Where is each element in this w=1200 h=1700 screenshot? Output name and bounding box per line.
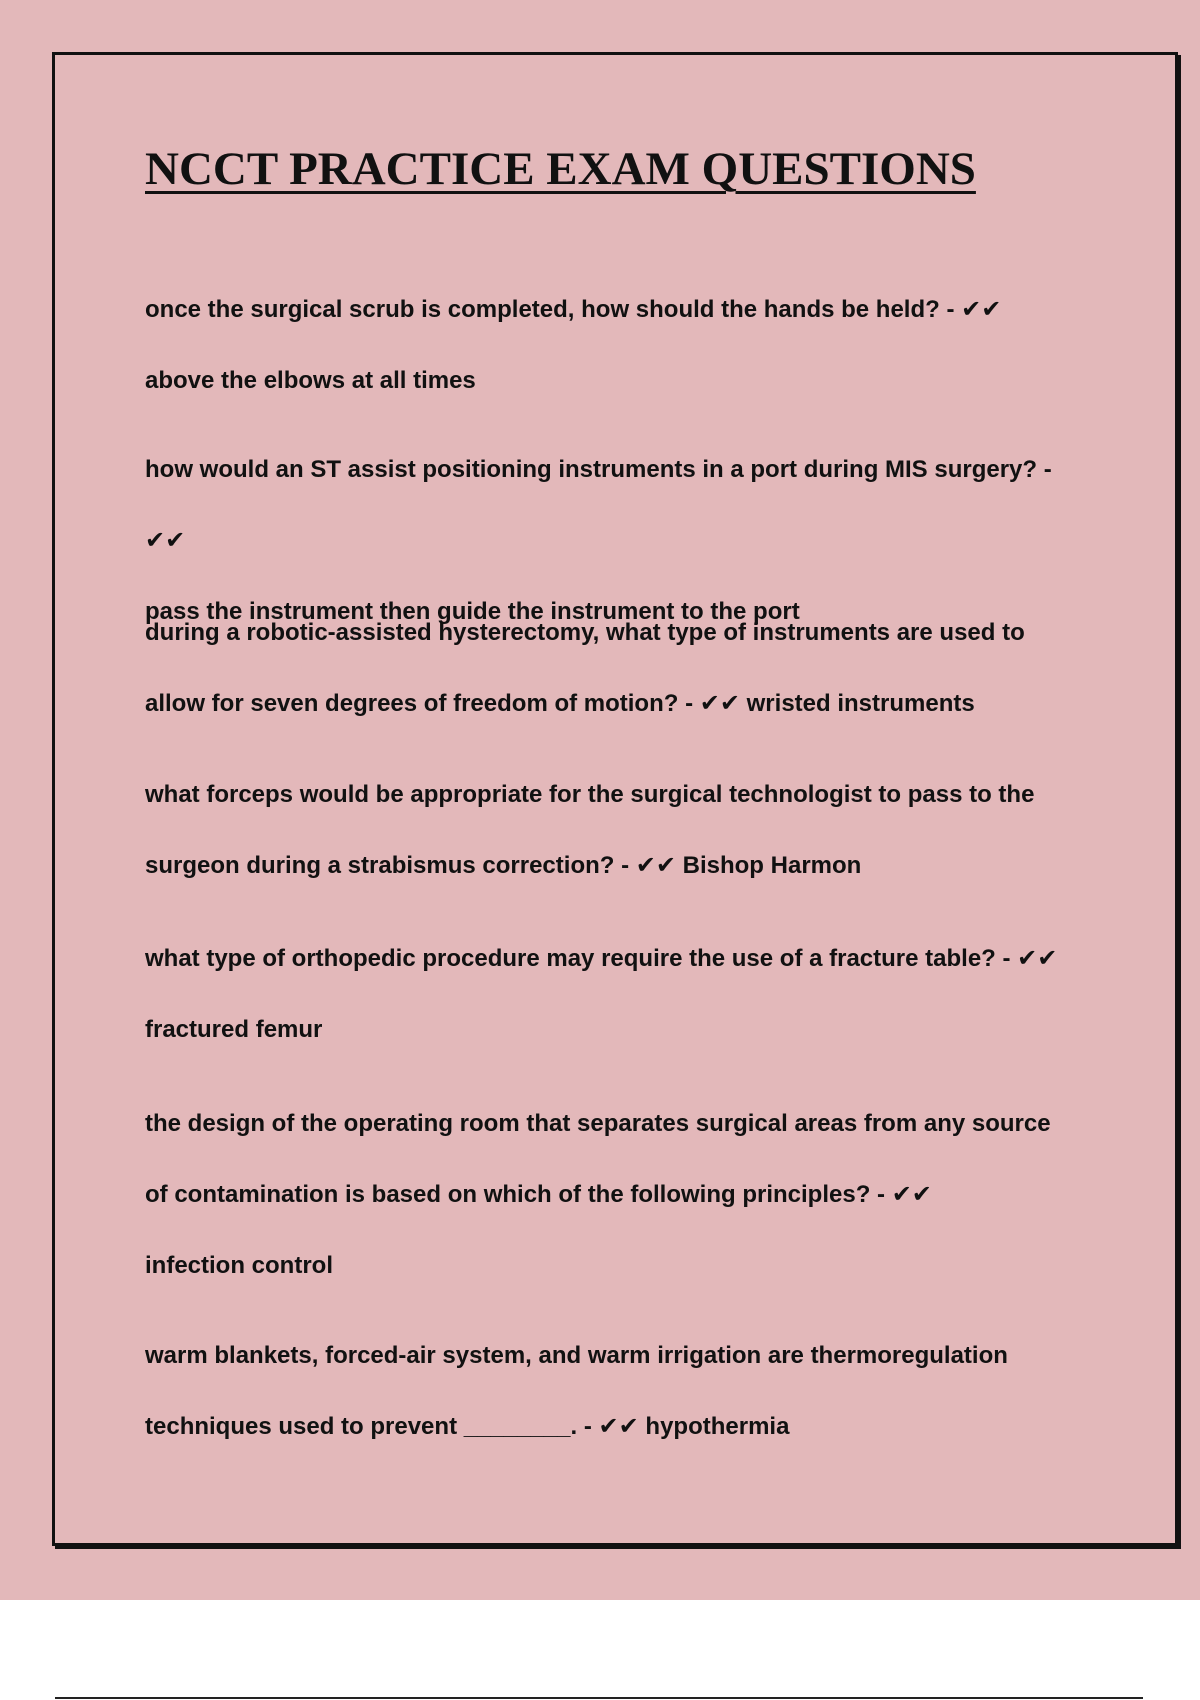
- answer-text: infection control: [145, 1252, 333, 1279]
- qa-item-1: [145, 274, 1075, 416]
- answer-separator: - ✔✔: [678, 690, 740, 717]
- qa-item-6: [145, 1088, 1075, 1301]
- footer-divider: [55, 1697, 1143, 1699]
- answer-text: fractured femur: [145, 1016, 323, 1043]
- question-text: how would an ST assist positioning instruments in a port during MIS surgery?: [145, 456, 1038, 483]
- qa-item-4: [145, 759, 1075, 901]
- qa-item-5: [145, 923, 1075, 1065]
- qa-item-3: [145, 597, 1075, 739]
- page-title: NCCT PRACTICE EXAM QUESTIONS: [145, 143, 976, 195]
- answer-separator: - ✔✔: [995, 945, 1058, 972]
- answer-text: Bishop Harmon: [682, 852, 862, 879]
- answer-separator: - ✔✔: [870, 1181, 932, 1208]
- question-text: the design of the operating room that separates surgical areas from any source of contamination is based on which of the following principles?: [145, 1110, 1051, 1208]
- answer-text: above the elbows at all times: [145, 367, 476, 394]
- answer-text: wristed instruments: [746, 690, 975, 717]
- question-text: during a robotic-assisted hysterectomy, what type of instruments are used to allow for seven degrees of freedom of motion?: [145, 619, 1025, 717]
- qa-item-7: [145, 1320, 1075, 1462]
- answer-separator: - ✔✔: [577, 1413, 639, 1440]
- answer-text: hypothermia: [645, 1413, 790, 1440]
- question-text: once the surgical scrub is completed, how should the hands be held?: [145, 296, 940, 323]
- answer-separator: - ✔✔: [145, 456, 1052, 554]
- answer-text: pass the instrument then guide the instrument to the port: [145, 598, 800, 625]
- question-text: what forceps would be appropriate for the surgical technologist to pass to the surgeon during a strabismus correction?: [145, 781, 1035, 879]
- question-text: what type of orthopedic procedure may require the use of a fracture table?: [145, 945, 996, 972]
- question-text: warm blankets, forced-air system, and warm irrigation are thermoregulation techniques used to prevent ________.: [145, 1342, 1008, 1440]
- answer-separator: - ✔✔: [614, 852, 676, 879]
- answer-separator: - ✔✔: [939, 296, 1002, 323]
